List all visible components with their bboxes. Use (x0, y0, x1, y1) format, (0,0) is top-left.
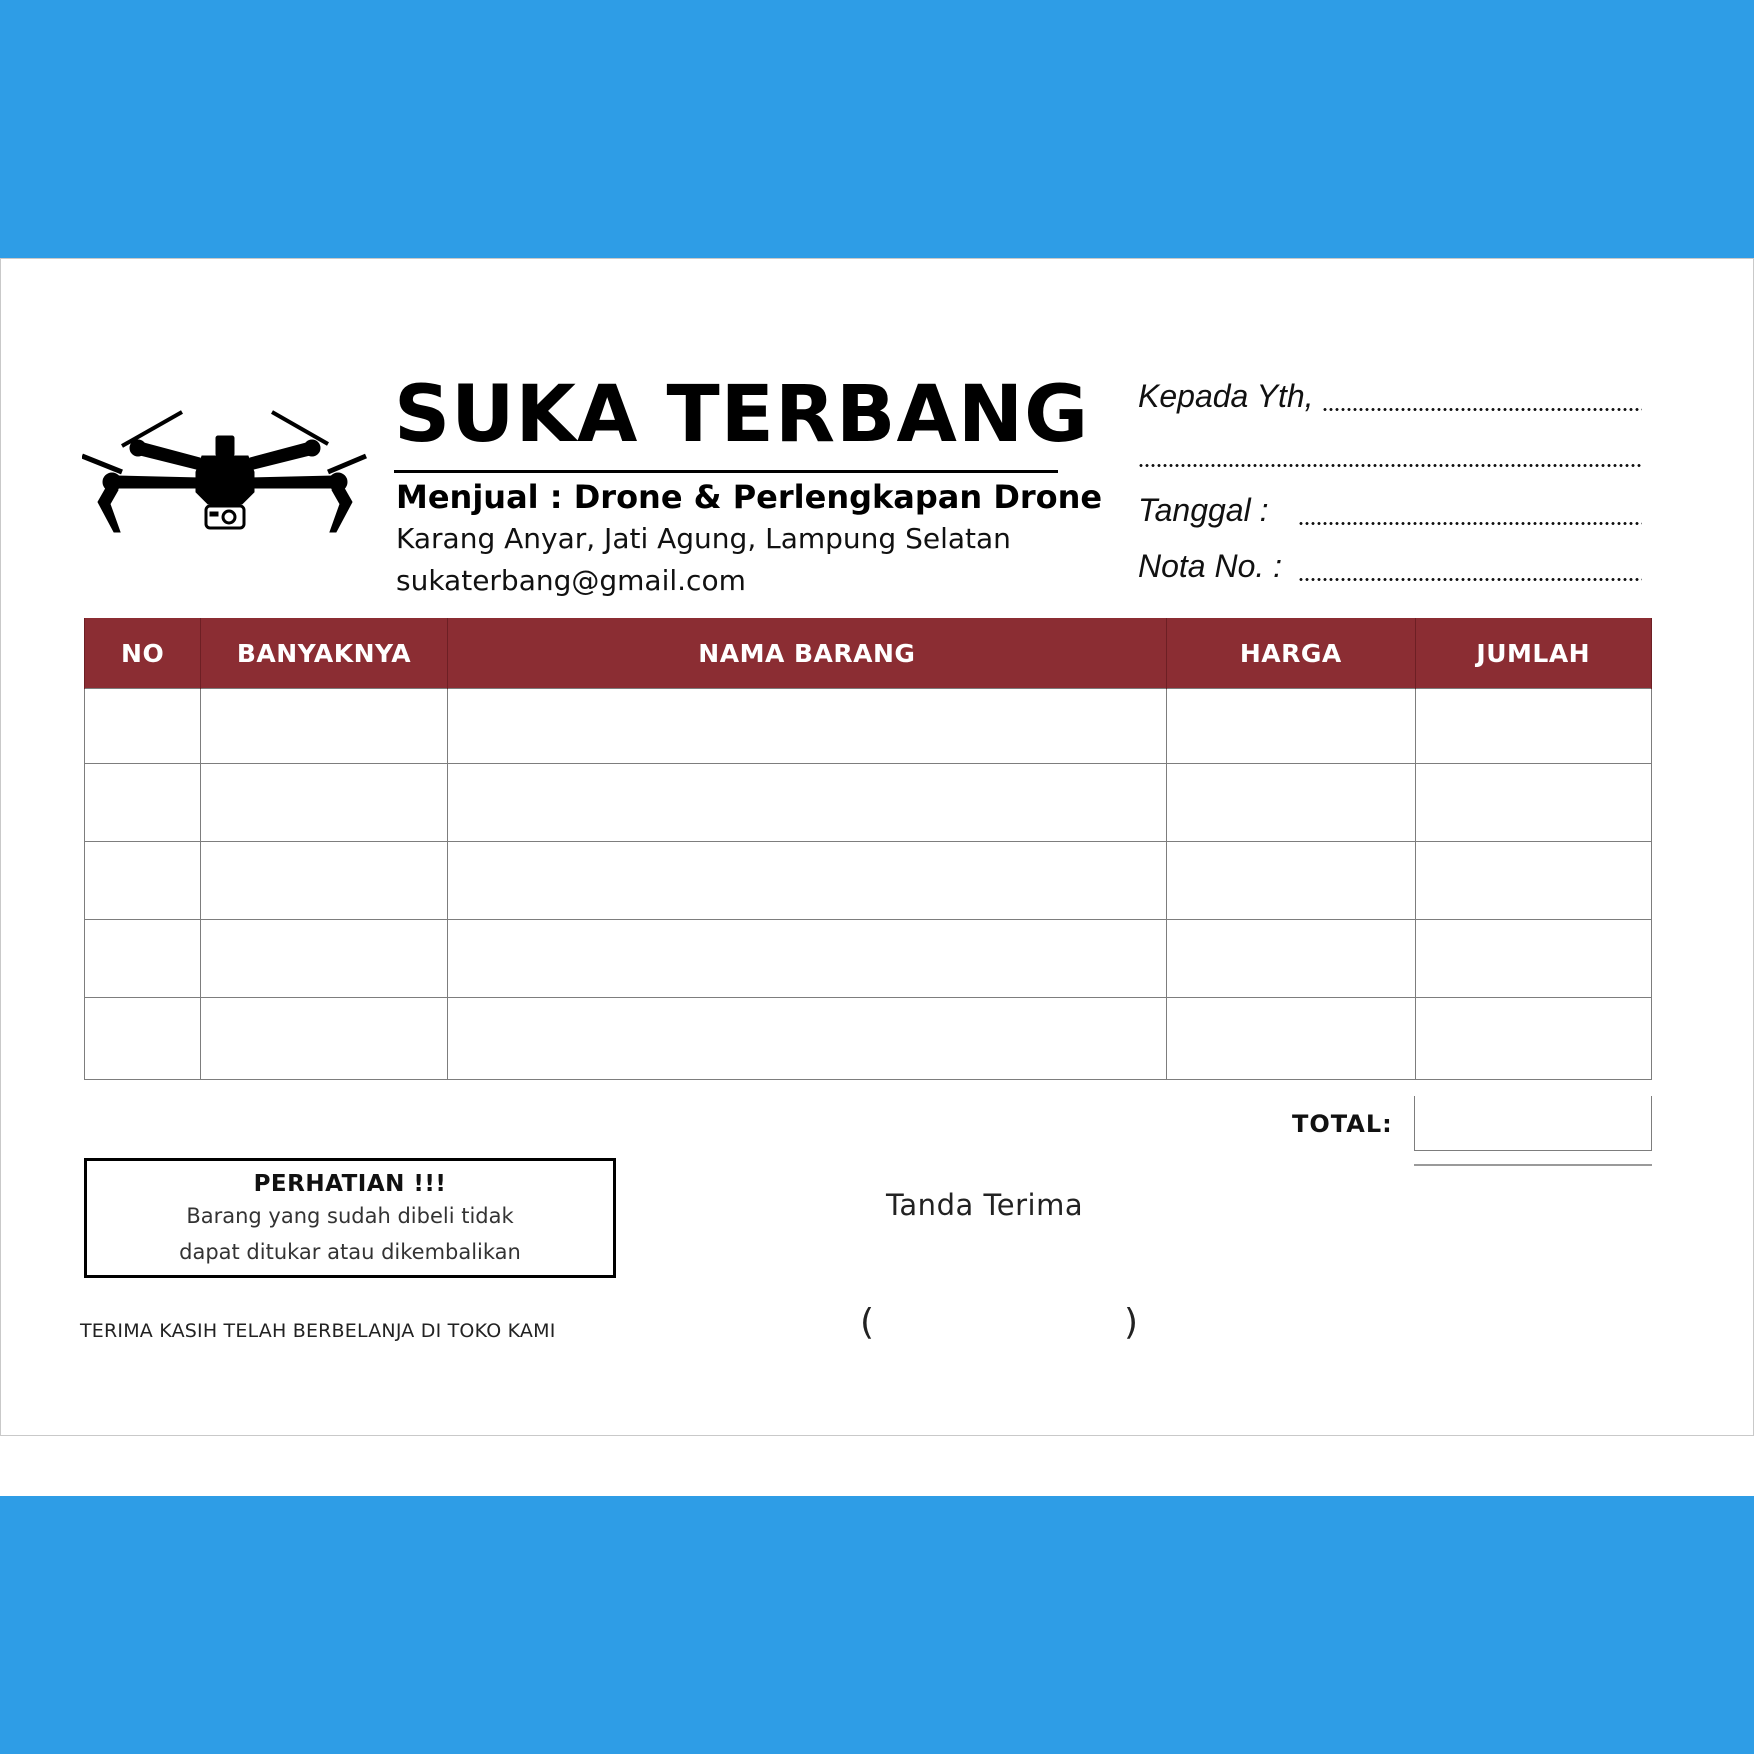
recipient-label: Kepada Yth, (1138, 378, 1314, 414)
table-cell[interactable] (1167, 998, 1415, 1080)
signature-close-paren: ) (1124, 1302, 1139, 1343)
table-cell[interactable] (1415, 920, 1651, 998)
invoice-number-label: Nota No. : (1138, 548, 1283, 584)
table-cell[interactable] (201, 920, 447, 998)
table-cell[interactable] (447, 764, 1166, 842)
table-header-row (85, 618, 1652, 689)
table-cell[interactable] (447, 920, 1166, 998)
table-cell[interactable] (1167, 842, 1415, 920)
table-cell[interactable] (447, 689, 1166, 764)
brand-tagline: Menjual : Drone & Perlengkapan Drone (396, 478, 1103, 516)
table-cell[interactable] (1415, 998, 1651, 1080)
receipt-signature-label: Tanda Terima (886, 1188, 1084, 1222)
table-row (85, 689, 1652, 764)
invoice-number-field[interactable] (1298, 578, 1642, 581)
table-cell[interactable] (1167, 689, 1415, 764)
date-label: Tanggal : (1138, 492, 1269, 528)
table-cell[interactable] (1167, 920, 1415, 998)
column-header-no: NO (85, 618, 201, 689)
table-cell[interactable] (1415, 842, 1651, 920)
table-cell[interactable] (85, 842, 201, 920)
column-header-amount: JUMLAH (1415, 618, 1651, 689)
brand-email: sukaterbang@gmail.com (396, 564, 746, 597)
table-cell[interactable] (85, 764, 201, 842)
total-field[interactable] (1414, 1096, 1652, 1151)
total-underline (1414, 1164, 1652, 1166)
title-divider (394, 470, 1058, 473)
drone-icon (82, 408, 368, 538)
total-label: TOTAL: (1292, 1110, 1393, 1138)
white-band (0, 1436, 1754, 1496)
thank-you-message: TERIMA KASIH TELAH BERBELANJA DI TOKO KAMI (80, 1320, 556, 1342)
recipient-field-line2[interactable] (1138, 464, 1642, 467)
table-row (85, 842, 1652, 920)
brand-address: Karang Anyar, Jati Agung, Lampung Selatan (396, 522, 1011, 555)
signature-open-paren: ( (860, 1302, 875, 1343)
table-cell[interactable] (201, 842, 447, 920)
notice-title: PERHATIAN !!! (253, 1171, 447, 1197)
table-cell[interactable] (201, 764, 447, 842)
notice-box (84, 1158, 616, 1278)
table-cell[interactable] (201, 998, 447, 1080)
table-cell[interactable] (85, 920, 201, 998)
table-cell[interactable] (85, 998, 201, 1080)
column-header-quantity: BANYAKNYA (201, 618, 447, 689)
table-row (85, 764, 1652, 842)
table-cell[interactable] (201, 689, 447, 764)
brand-name: SUKA TERBANG (394, 370, 1090, 460)
recipient-field[interactable] (1322, 408, 1642, 411)
items-table (84, 618, 1652, 1080)
table-cell[interactable] (1167, 764, 1415, 842)
column-header-price: HARGA (1167, 618, 1415, 689)
table-row (85, 998, 1652, 1080)
table-row (85, 920, 1652, 998)
notice-line-2: dapat ditukar atau dikembalikan (179, 1240, 521, 1264)
table-cell[interactable] (85, 689, 201, 764)
table-cell[interactable] (447, 998, 1166, 1080)
date-field[interactable] (1298, 522, 1642, 525)
table-cell[interactable] (447, 842, 1166, 920)
column-header-item-name: NAMA BARANG (447, 618, 1166, 689)
table-cell[interactable] (1415, 764, 1651, 842)
notice-line-1: Barang yang sudah dibeli tidak (186, 1204, 514, 1228)
table-cell[interactable] (1415, 689, 1651, 764)
